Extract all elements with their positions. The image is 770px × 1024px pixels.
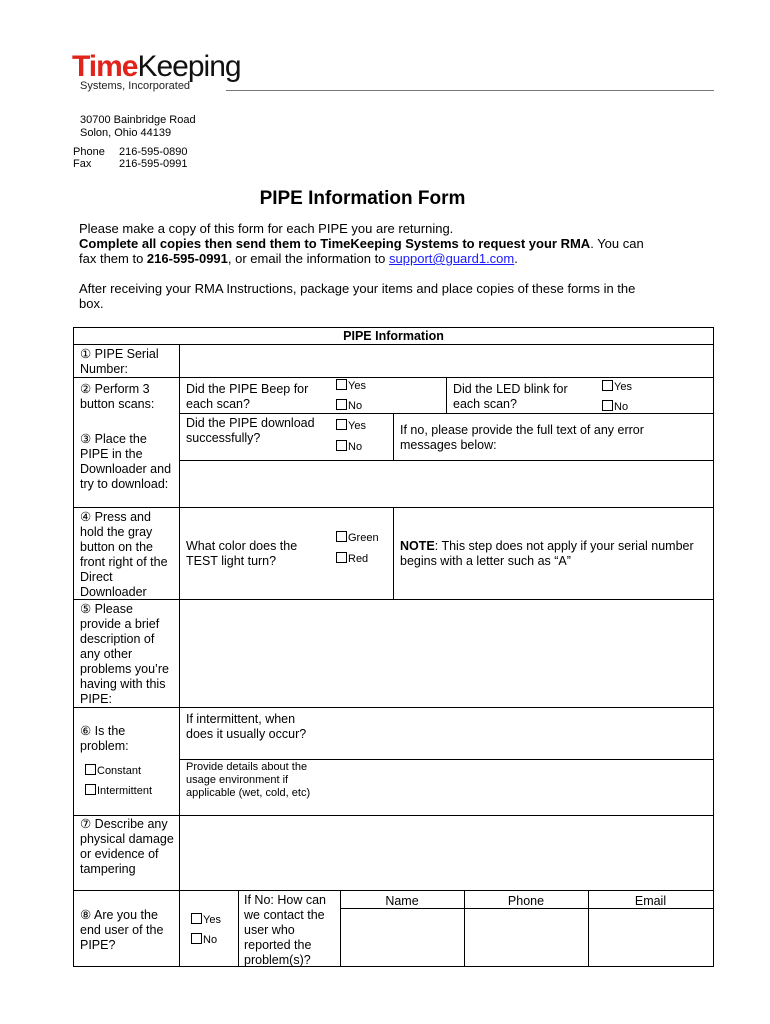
option-label: No	[348, 400, 363, 412]
table-line	[179, 460, 714, 461]
logo-brand-black: Keeping	[137, 50, 241, 83]
fax-label: Fax	[73, 158, 92, 170]
phone-number: 216-595-0890	[119, 146, 188, 158]
intro-p2-mid: , or email the information to	[227, 251, 390, 266]
row-serial-label: ① PIPE Serial Number:	[80, 347, 159, 376]
row-end-user-label: ⑧ Are you the end user of the PIPE?	[80, 908, 164, 952]
table-line	[446, 377, 447, 414]
led-no-option[interactable]	[602, 400, 628, 413]
row-test-label: ④ Press and hold the gray button on the front right of the Direct Downloader	[80, 510, 168, 599]
option-label: Yes	[348, 380, 366, 392]
intro-p2-after: . You can fax them to	[79, 236, 644, 266]
table-line	[73, 327, 714, 328]
company-logo	[72, 52, 241, 92]
option-label: Yes	[348, 420, 366, 432]
option-label: Yes	[614, 381, 632, 393]
error-note: If no, please provide the full text of any error messages below:	[400, 423, 644, 452]
intermittent-field[interactable]	[320, 709, 710, 757]
table-line	[73, 815, 714, 816]
checkbox[interactable]	[85, 764, 96, 775]
intro-text	[79, 221, 649, 311]
table-line	[238, 890, 239, 967]
option-label: No	[614, 401, 629, 413]
damage-description-field[interactable]	[181, 817, 711, 888]
row-problem-type-label: ⑥ Is the problem:	[80, 724, 129, 753]
note-text: : This step does not apply if your serial number begins with a letter such as “A”	[400, 539, 694, 568]
serial-number-field[interactable]	[181, 346, 711, 376]
option-label: Constant	[97, 765, 142, 777]
option-label: Intermittent	[97, 785, 153, 797]
end-user-yes-option[interactable]	[191, 913, 221, 926]
led-yes-option[interactable]	[602, 380, 632, 393]
table-line	[73, 377, 714, 378]
end-user-no-option[interactable]	[191, 933, 217, 946]
note-label: NOTE	[400, 539, 435, 553]
address-line2: Solon, Ohio 44139	[80, 127, 172, 139]
intro-p1: Please make a copy of this form for each PIPE you are returning.	[79, 221, 454, 236]
checkbox[interactable]	[336, 399, 347, 410]
option-label: Red	[348, 553, 369, 565]
page-title: PIPE Information Form	[259, 188, 466, 209]
row-damage-label: ⑦ Describe any physical damage or evidence of tampering	[80, 817, 174, 876]
table-line	[73, 327, 74, 967]
intro-p2-end: .	[514, 251, 518, 266]
option-label: Yes	[203, 914, 221, 926]
led-question: Did the LED blink for each scan?	[453, 382, 568, 411]
checkbox[interactable]	[336, 419, 347, 430]
phone-label: Phone	[73, 146, 105, 158]
green-option[interactable]	[336, 531, 379, 544]
checkbox[interactable]	[602, 380, 613, 391]
table-line	[73, 707, 714, 708]
table-line	[73, 966, 714, 967]
table-line	[393, 413, 394, 461]
table-header: PIPE Information	[343, 329, 444, 343]
beep-yes-option[interactable]	[336, 379, 366, 392]
col-phone-header: Phone	[507, 894, 545, 908]
support-email-link[interactable]: support@guard1.com	[389, 251, 515, 266]
contact-question: If No: How can we contact the user who reported the problem(s)?	[244, 893, 326, 967]
option-label: No	[348, 441, 363, 453]
table-line	[73, 344, 714, 345]
row-problems-label: ⑤ Please provide a brief description of any other problems you’re having with this PIPE:	[80, 602, 169, 706]
table-line	[713, 327, 714, 967]
contact-email-field[interactable]	[590, 910, 712, 965]
intro-fax: 216-595-0991	[146, 251, 228, 266]
error-messages-field[interactable]	[181, 462, 711, 506]
fax-number: 216-595-0991	[119, 158, 188, 170]
table-line	[179, 344, 180, 967]
intermittent-question: If intermittent, when does it usually occur?	[186, 712, 307, 741]
environment-field[interactable]	[320, 761, 710, 813]
col-email-header: Email	[634, 894, 667, 908]
table-line	[179, 759, 714, 760]
option-label: No	[203, 934, 218, 946]
checkbox[interactable]	[85, 784, 96, 795]
checkbox[interactable]	[191, 913, 202, 924]
checkbox[interactable]	[336, 531, 347, 542]
checkbox[interactable]	[602, 400, 613, 411]
beep-no-option[interactable]	[336, 399, 362, 412]
logo-brand-red: Time	[72, 50, 138, 83]
logo-subtitle: Systems, Incorporated	[80, 80, 191, 92]
option-label: Green	[348, 532, 379, 544]
constant-option[interactable]	[85, 764, 141, 777]
table-line	[73, 890, 714, 891]
environment-question: Provide details about the usage environment if applicable (wet, cold, etc)	[186, 761, 311, 799]
red-option[interactable]	[336, 552, 368, 565]
checkbox[interactable]	[336, 440, 347, 451]
download-no-option[interactable]	[336, 440, 362, 453]
table-line	[393, 507, 394, 600]
serial-note	[400, 539, 705, 569]
intro-p2-bold: Complete all copies then send them to TimeKeeping Systems to request your RMA	[79, 236, 591, 251]
checkbox[interactable]	[336, 552, 347, 563]
intermittent-option[interactable]	[85, 784, 152, 797]
test-light-question: What color does the TEST light turn?	[186, 539, 298, 568]
header-rule	[226, 90, 714, 91]
checkbox[interactable]	[191, 933, 202, 944]
col-name-header: Name	[385, 894, 419, 908]
row-download-label: ③ Place the PIPE in the Downloader and try to download:	[80, 432, 172, 491]
download-question: Did the PIPE download successfully?	[186, 416, 315, 445]
checkbox[interactable]	[336, 379, 347, 390]
contact-name-field[interactable]	[342, 910, 463, 965]
download-yes-option[interactable]	[336, 419, 366, 432]
beep-question: Did the PIPE Beep for each scan?	[186, 382, 309, 411]
row-scans-label: ② Perform 3 button scans:	[80, 382, 155, 411]
contact-phone-field[interactable]	[466, 910, 587, 965]
problems-description-field[interactable]	[181, 601, 711, 705]
intro-p3: After receiving your RMA Instructions, package your items and place copies of these forms in the box.	[79, 281, 636, 311]
address-line1: 30700 Bainbridge Road	[80, 114, 196, 126]
